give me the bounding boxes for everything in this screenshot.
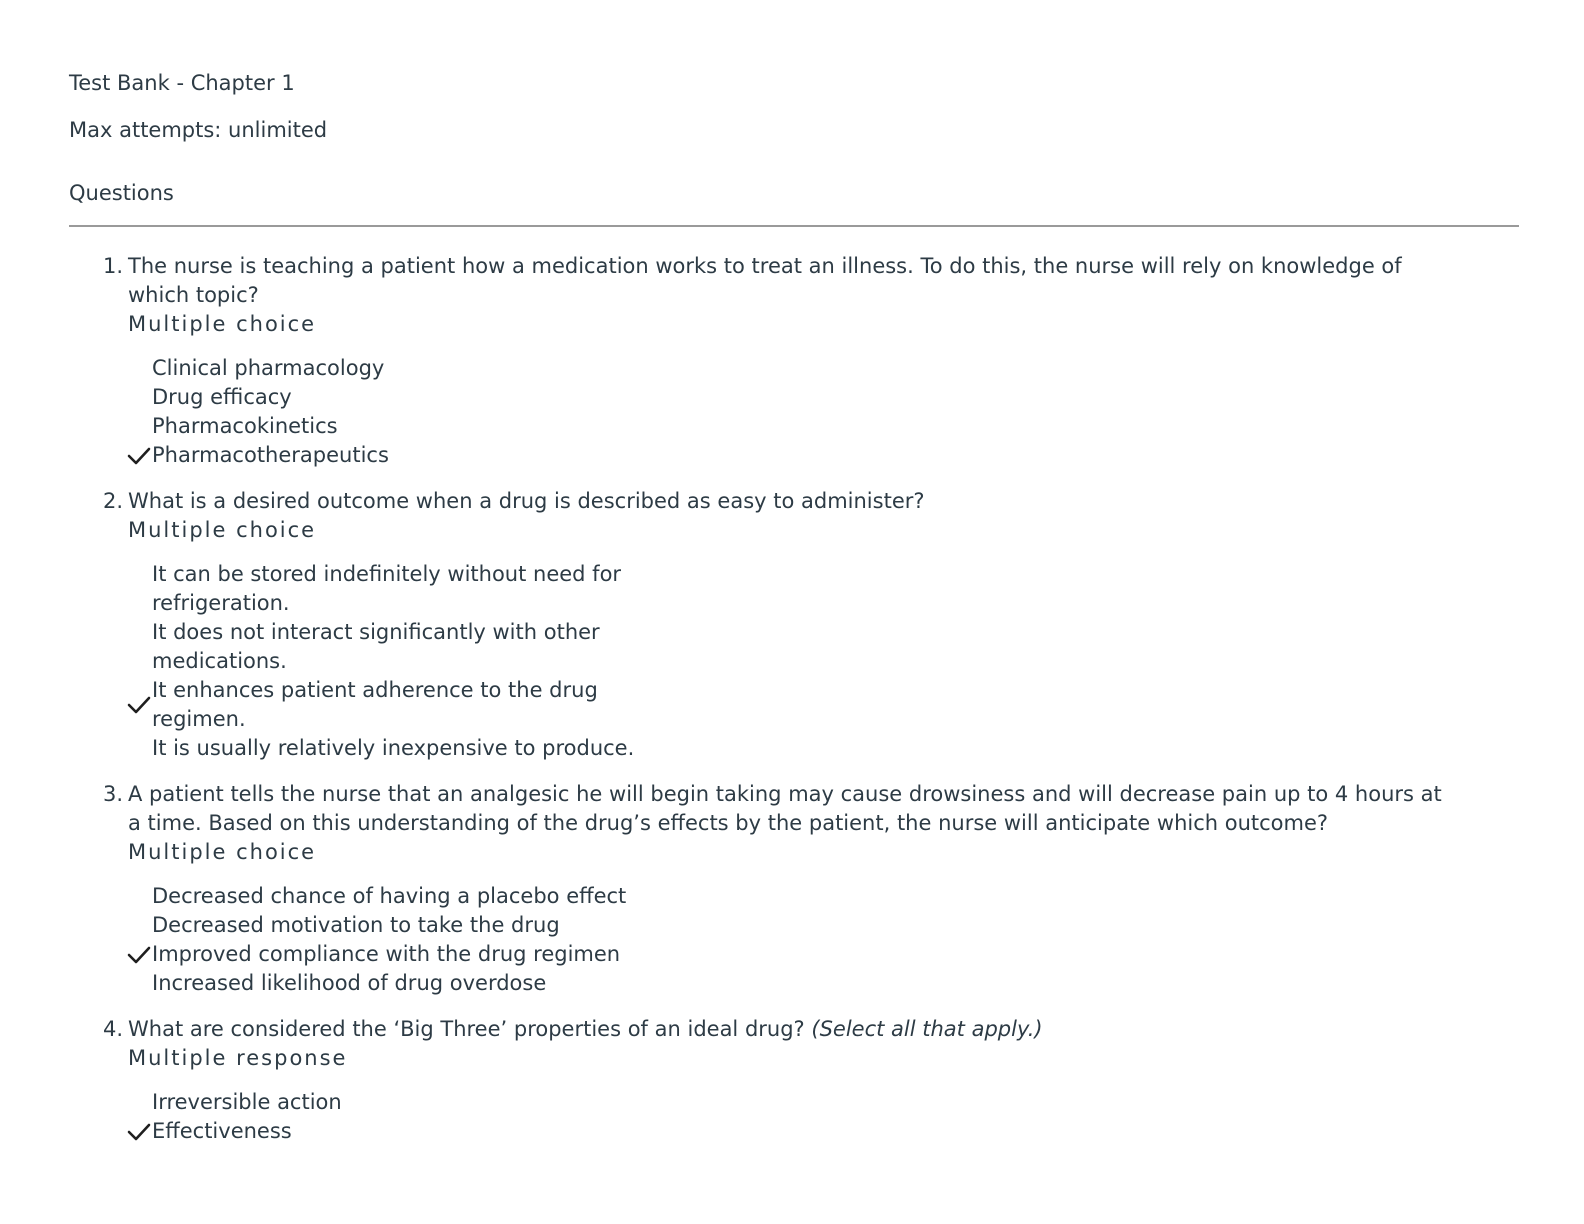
question-type: Multiple choice: [128, 518, 317, 542]
answer-option: [152, 1088, 1449, 1117]
question-number: 4.: [103, 1017, 124, 1041]
answer-text: It can be stored indefinitely without need for refrigeration.: [152, 562, 622, 615]
answer-option-correct: [152, 441, 1449, 470]
answer-option: [152, 618, 622, 676]
quiz-title: Test Bank - Chapter 1: [69, 71, 295, 95]
checkmark-icon: [127, 946, 151, 964]
answer-text: Effectiveness: [152, 1119, 292, 1143]
question-type: Multiple choice: [128, 840, 317, 864]
answer-text: Clinical pharmacology: [152, 356, 385, 380]
answer-text: It enhances patient adherence to the drug regimen.: [152, 678, 598, 731]
question-text: What is a desired outcome when a drug is described as easy to administer?: [128, 489, 925, 513]
question-2: [69, 487, 1519, 763]
answer-list: [128, 882, 1449, 998]
max-attempts: Max attempts: unlimited: [69, 118, 328, 142]
checkmark-icon: [127, 447, 151, 465]
section-divider: [69, 225, 1519, 227]
question-text: The nurse is teaching a patient how a medication works to treat an illness. To do this, the nurse will rely on knowledge of which topic?: [128, 254, 1402, 307]
question-4: [69, 1015, 1519, 1146]
answer-text: Drug efficacy: [152, 385, 292, 409]
question-list: [69, 252, 1519, 1146]
answer-option: [152, 969, 1449, 998]
quiz-page: [69, 66, 1519, 1146]
answer-text: Irreversible action: [152, 1090, 342, 1114]
answer-text: Decreased motivation to take the drug: [152, 913, 560, 937]
question-type: Multiple choice: [128, 312, 317, 336]
answer-text: Pharmacotherapeutics: [152, 443, 389, 467]
question-number: 3.: [103, 782, 124, 806]
checkmark-icon: [127, 1123, 151, 1141]
question-type: Multiple response: [128, 1046, 348, 1070]
answer-list: [128, 560, 1449, 763]
question-1: [69, 252, 1519, 470]
answer-text: Improved compliance with the drug regimen: [152, 942, 621, 966]
checkmark-icon: [127, 696, 151, 714]
question-number: 2.: [103, 489, 124, 513]
answer-option: [152, 412, 1449, 441]
answer-text: It does not interact significantly with other medications.: [152, 620, 600, 673]
answer-list: [128, 1088, 1449, 1146]
answer-text: Increased likelihood of drug overdose: [152, 971, 547, 995]
answer-option-correct: [152, 940, 1449, 969]
question-hint: (Select all that apply.): [811, 1017, 1043, 1041]
answer-list: [128, 354, 1449, 470]
answer-option: [152, 560, 622, 618]
question-text: A patient tells the nurse that an analgesic he will begin taking may cause drowsiness and will decrease pain up to 4 hours at a time. Based on this understanding of the drug’s effects by the patient, the nurse will anticipate which outcome?: [128, 782, 1442, 835]
answer-option-correct: [152, 1117, 1449, 1146]
answer-option: [152, 911, 1449, 940]
question-text: [128, 1015, 1449, 1044]
answer-option-correct: [152, 676, 622, 734]
answer-option: [152, 882, 1449, 911]
question-3: [69, 780, 1519, 998]
answer-option: [152, 734, 1449, 763]
question-text-main: What are considered the ‘Big Three’ properties of an ideal drug?: [128, 1017, 805, 1041]
answer-text: Pharmacokinetics: [152, 414, 338, 438]
question-number: 1.: [103, 254, 124, 278]
answer-option: [152, 354, 1449, 383]
answer-text: Decreased chance of having a placebo effect: [152, 884, 627, 908]
questions-heading: Questions: [69, 181, 174, 205]
answer-option: [152, 383, 1449, 412]
answer-text: It is usually relatively inexpensive to produce.: [152, 736, 635, 760]
